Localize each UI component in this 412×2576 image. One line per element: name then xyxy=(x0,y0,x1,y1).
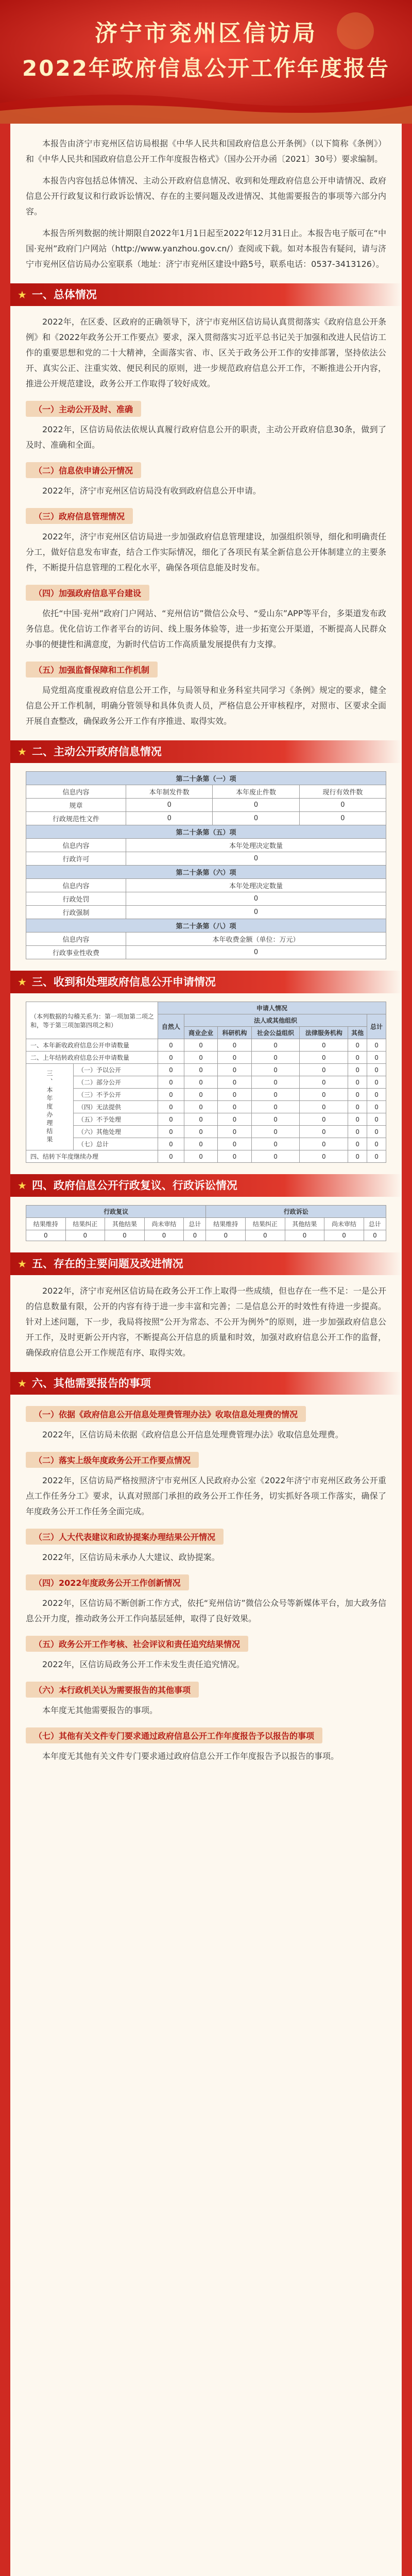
table-row xyxy=(26,1150,386,1163)
paragraph: 2022年，区信访局未依据《政府信息公开信息处理费管理办法》收取信息处理费。 xyxy=(42,1430,344,1439)
table-row xyxy=(26,1089,386,1101)
table-cell: 0 xyxy=(126,906,386,919)
table-cell: 本年制发件数 xyxy=(126,785,213,799)
table-row-label: （六）其他处理 xyxy=(74,1126,158,1138)
table-cell: 0 xyxy=(300,1064,348,1076)
table-row-label: （五）不予处理 xyxy=(74,1113,158,1126)
subheading: （二）信息依申请公开情况 xyxy=(26,462,141,478)
table-header-cell: 其他结果 xyxy=(105,1218,145,1230)
paragraph: 依托“中国·兖州”政府门户网站、“兖州信访”微信公众号、“爱山东”APP等平台，多渠道发布政务信息。优化信访工作者平台的访问、线上服务体验等，进一步拓宽公开渠道，不断提高人民群众办事的便捷性和满意度，为新时代信访工作高质量发展提供有力支撑。 xyxy=(26,608,386,649)
section-title: 一、总体情况 xyxy=(31,289,97,301)
table-cell: 0 xyxy=(364,1230,386,1241)
table-cell: 0 xyxy=(218,1101,251,1113)
table-cell: 0 xyxy=(246,1230,285,1241)
star-icon: ★ xyxy=(18,289,27,301)
subheading: （一）依据《政府信息公开信息处理费管理办法》收取信息处理费的情况 xyxy=(26,1406,306,1422)
table-cell: 0 xyxy=(158,1101,184,1113)
star-icon: ★ xyxy=(18,1258,27,1270)
section-title: 六、其他需要报告的事项 xyxy=(31,1377,151,1389)
table-cell: 0 xyxy=(348,1064,367,1076)
star-icon: ★ xyxy=(18,1377,27,1389)
subheading: （五）政务公开工作考核、社会评议和责任追究结果情况 xyxy=(26,1636,248,1652)
paragraph: 2022年，区信访局政务公开工作未发生责任追究情况。 xyxy=(42,1659,245,1669)
paragraph: 2022年，济宁市兖州区信访局进一步加强政府信息管理建设，加强组织领导，细化和明确责任分工，做好信息发布审查，结合工作实际情况，细化了各项民有某全新信息公开体制建立的主要条件，不断提升信息管理的工程化水平，确保各项信息能及时发布。 xyxy=(26,532,386,572)
subheading: （三）政府信息管理情况 xyxy=(26,508,133,524)
table-header-cell: 总计 xyxy=(184,1218,206,1230)
table-row xyxy=(26,1101,386,1113)
table-row-label: 二、上年结转政府信息公开申请数量 xyxy=(26,1052,158,1064)
table-header-cell: 尚未审结 xyxy=(144,1218,184,1230)
table-cell: 0 xyxy=(300,1089,348,1101)
table-row-label: （一）予以公开 xyxy=(74,1064,158,1076)
table-group-header: 第二十条第（一）项 xyxy=(26,772,386,785)
table-cell: 0 xyxy=(218,1089,251,1101)
section-title: 二、主动公开政府信息情况 xyxy=(31,745,162,758)
table-row xyxy=(26,1076,386,1089)
table-cell: 0 xyxy=(206,1230,246,1241)
table-header-cell: 尚未审结 xyxy=(324,1218,364,1230)
table-cell: 0 xyxy=(300,1126,348,1138)
table-group-header: 第二十条第（六）项 xyxy=(26,866,386,879)
table-group-header: 第二十条第（五）项 xyxy=(26,825,386,839)
table-cell: 0 xyxy=(300,1076,348,1089)
table-cell: 0 xyxy=(158,1089,184,1101)
table-cell: 0 xyxy=(144,1230,184,1241)
table-header-cell: 行政诉讼 xyxy=(206,1206,386,1218)
subheading: （五）加强监督保障和工作机制 xyxy=(26,662,158,677)
table-header-cell: 自然人 xyxy=(158,1014,184,1039)
table-cell: 0 xyxy=(184,1064,217,1076)
table-cell: 0 xyxy=(158,1126,184,1138)
table-cell: 0 xyxy=(251,1126,300,1138)
table-cell: 0 xyxy=(218,1052,251,1064)
subheading: （三）人大代表建议和政协提案办理结果公开情况 xyxy=(26,1529,224,1545)
section-banner-problems xyxy=(10,1252,402,1275)
table-cell: 0 xyxy=(158,1138,184,1150)
table-cell: 本年废止件数 xyxy=(213,785,299,799)
table-cell: 0 xyxy=(126,799,213,812)
table-cell: 0 xyxy=(300,1039,348,1052)
table-row-label: （四）无法提供 xyxy=(74,1101,158,1113)
paragraph: 2022年，在区委、区政府的正确领导下，济宁市兖州区信访局认真贯彻落实《政府信息公开条例》和《2022年政务公开工作要点》要求，深入贯彻落实习近平总书记关于加强和改进人民信访工作的重要思想和党的二十大精神，全面落实省、市、区关于政务公开工作的安排部署，坚持依法公开、真实公正、注重实效、便民利民的原则，进一步规范政府信息公开工作，不断推进公开内容，推进公开规范建设，政务公开工作取得了较好成效。 xyxy=(26,317,386,388)
table-cell: 0 xyxy=(126,946,386,959)
table-cell: 0 xyxy=(251,1064,300,1076)
table-cell: 行政规范性文件 xyxy=(26,812,126,825)
table-row-label: 一、本年新收政府信息公开申请数量 xyxy=(26,1039,158,1052)
table-cell: 0 xyxy=(158,1039,184,1052)
table-cell: 0 xyxy=(348,1126,367,1138)
table-row-label: 四、结转下年度继续办理 xyxy=(26,1150,158,1163)
table-cell: 0 xyxy=(300,1052,348,1064)
table-row xyxy=(26,1230,386,1241)
table-cell: 信息内容 xyxy=(26,879,126,892)
table-header-cell: 结果维持 xyxy=(206,1218,246,1230)
star-icon: ★ xyxy=(18,1179,27,1192)
table-cell: 0 xyxy=(251,1150,300,1163)
applications-table-body xyxy=(26,1039,386,1163)
table-cell: 0 xyxy=(251,1039,300,1052)
table-cell: 0 xyxy=(218,1039,251,1052)
table-cell: 0 xyxy=(348,1101,367,1113)
table-cell: 0 xyxy=(300,1101,348,1113)
table-cell: 0 xyxy=(299,812,386,825)
paragraph: 本年度无其他有关文件专门要求通过政府信息公开工作年度报告予以报告的事项。 xyxy=(42,1751,339,1761)
report-title: 2022年政府信息公开工作年度报告 xyxy=(22,56,390,81)
table-header-cell: 结果纠正 xyxy=(65,1218,105,1230)
table-cell: 0 xyxy=(218,1064,251,1076)
table-cell: 行政事业性收费 xyxy=(26,946,126,959)
table-cell: 规章 xyxy=(26,799,126,812)
report-body xyxy=(10,124,402,2576)
table-cell: 0 xyxy=(367,1113,386,1126)
table-header-cell: 总计 xyxy=(364,1218,386,1230)
table-header-cell: 商业企业 xyxy=(184,1027,217,1039)
table-header-cell: 总计 xyxy=(367,1014,386,1039)
table-group-label: 三、本年度办理结果 xyxy=(26,1064,74,1150)
intro-paragraph: 本报告内容包括总体情况、主动公开政府信息情况、收到和处理政府信息公开申请情况、政府信息公开行政复议和行政诉讼情况、存在的主要问题及改进情况、其他需要报告的事项等六部分内容。 xyxy=(26,176,386,216)
table-cell: 0 xyxy=(300,1113,348,1126)
subheading: （七）其他有关文件专门要求通过政府信息公开工作年度报告予以报告的事项 xyxy=(26,1727,322,1743)
table-cell: 0 xyxy=(367,1076,386,1089)
table-cell: 现行有效件数 xyxy=(299,785,386,799)
paragraph: 2022年，区信访局不断创新工作方式，依托“兖州信访”微信公众号等新媒体平台，加大政务信息公开力度，推动政务公开工作向基层延伸，取得了良好效果。 xyxy=(26,1598,386,1623)
table-cell: 0 xyxy=(184,1076,217,1089)
table-row-label: （三）不予公开 xyxy=(74,1089,158,1101)
table-cell: 0 xyxy=(348,1089,367,1101)
active-disclosure-table xyxy=(26,771,386,959)
table-cell: 0 xyxy=(218,1113,251,1126)
table-row xyxy=(26,1039,386,1052)
paragraph: 2022年，区信访局未承办人大建议、政协提案。 xyxy=(42,1552,220,1562)
table-header-cell: 法人或其他组织 xyxy=(184,1014,367,1027)
table-row xyxy=(26,1113,386,1126)
section-title: 三、收到和处理政府信息公开申请情况 xyxy=(31,976,216,988)
table-cell: 0 xyxy=(213,799,299,812)
section-title: 四、政府信息公开行政复议、行政诉讼情况 xyxy=(31,1179,237,1192)
table-row-label: （七）总计 xyxy=(74,1138,158,1150)
table-cell: 0 xyxy=(158,1076,184,1089)
table-cell: 0 xyxy=(158,1113,184,1126)
table-header-cell: （本列数据的勾稽关系为：第一项加第二项之和，等于第三项加第四项之和） xyxy=(26,1002,158,1039)
header-title: 济宁市兖州区信访局 xyxy=(95,20,317,46)
table-cell: 0 xyxy=(251,1138,300,1150)
table-cell: 本年收费金额（单位：万元） xyxy=(126,933,386,946)
table-cell: 0 xyxy=(300,1150,348,1163)
table-cell: 0 xyxy=(158,1052,184,1064)
table-cell: 0 xyxy=(367,1064,386,1076)
table-cell: 信息内容 xyxy=(26,933,126,946)
table-cell: 0 xyxy=(299,799,386,812)
table-cell: 0 xyxy=(218,1076,251,1089)
table-cell: 行政强制 xyxy=(26,906,126,919)
table-cell: 0 xyxy=(348,1052,367,1064)
paragraph: 2022年，区信访局依法依规认真履行政府信息公开的职责，主动公开政府信息30条，做到了及时、准确和全面。 xyxy=(26,425,386,450)
paragraph: 2022年，济宁市兖州区信访局没有收到政府信息公开申请。 xyxy=(42,486,261,496)
table-cell: 0 xyxy=(213,812,299,825)
table-cell: 0 xyxy=(348,1138,367,1150)
section-banner-active-disclosure xyxy=(10,740,402,763)
table-row-label: （二）部分公开 xyxy=(74,1076,158,1089)
table-cell: 0 xyxy=(367,1138,386,1150)
table-cell: 信息内容 xyxy=(26,839,126,852)
table-header-cell: 其他 xyxy=(348,1027,367,1039)
table-cell: 0 xyxy=(158,1064,184,1076)
table-cell: 0 xyxy=(251,1113,300,1126)
table-header-cell: 法律服务机构 xyxy=(300,1027,348,1039)
table-header-cell: 结果维持 xyxy=(26,1218,66,1230)
review-litigation-table xyxy=(26,1205,386,1241)
table-cell: 0 xyxy=(251,1052,300,1064)
table-cell: 0 xyxy=(367,1150,386,1163)
section-banner-applications xyxy=(10,971,402,993)
table-cell: 0 xyxy=(184,1052,217,1064)
section-title: 五、存在的主要问题及改进情况 xyxy=(31,1258,183,1270)
table-cell: 0 xyxy=(158,1150,184,1163)
star-icon: ★ xyxy=(18,976,27,988)
table-cell: 0 xyxy=(367,1039,386,1052)
table-cell: 0 xyxy=(324,1230,364,1241)
table-cell: 行政处罚 xyxy=(26,892,126,906)
table-cell: 本年处理决定数量 xyxy=(126,879,386,892)
table-cell: 0 xyxy=(367,1126,386,1138)
table-cell: 0 xyxy=(126,812,213,825)
subheading: （二）落实上级年度政务公开工作要点情况 xyxy=(26,1452,199,1468)
table-cell: 0 xyxy=(126,852,386,866)
intro-paragraph: 本报告由济宁市兖州区信访局根据《中华人民共和国政府信息公开条例》（以下简称《条例》）和《中华人民共和国政府信息公开工作年度报告格式》（国办公开办函〔2021〕30号）要求编制。 xyxy=(26,139,386,164)
table-cell: 0 xyxy=(348,1113,367,1126)
applications-table xyxy=(26,1002,386,1163)
intro-paragraph: 本报告所列数据的统计期限自2022年1月1日起至2022年12月31日止。本报告电子版可在“中国·兖州”政府门户网站（http://www.yanzhou.gov.cn/）查阅或下载。如对本报告有疑问，请与济宁市兖州区信访局办公室联系（地址：济宁市兖州区建设中路5号，联系电话：0537-3413126）。 xyxy=(26,228,386,269)
table-cell: 0 xyxy=(348,1039,367,1052)
table-row xyxy=(26,1138,386,1150)
table-cell: 0 xyxy=(285,1230,324,1241)
table-cell: 0 xyxy=(65,1230,105,1241)
table-cell: 0 xyxy=(26,1230,66,1241)
table-cell: 0 xyxy=(218,1126,251,1138)
table-cell: 0 xyxy=(184,1113,217,1126)
table-cell: 0 xyxy=(251,1089,300,1101)
section-banner-overview xyxy=(10,283,402,306)
table-cell: 0 xyxy=(218,1138,251,1150)
table-cell: 0 xyxy=(348,1076,367,1089)
table-cell: 0 xyxy=(367,1101,386,1113)
table-header-cell: 科研机构 xyxy=(218,1027,251,1039)
table-row xyxy=(26,1052,386,1064)
table-group-header: 第二十条第（八）项 xyxy=(26,919,386,933)
table-cell: 0 xyxy=(184,1150,217,1163)
section-banner-review-litigation xyxy=(10,1174,402,1197)
table-header-cell: 行政复议 xyxy=(26,1206,206,1218)
table-cell: 0 xyxy=(367,1052,386,1064)
paragraph: 2022年，济宁市兖州区信访局在政务公开工作上取得一些成绩，但也存在一些不足：一是公开的信息数量有限，公开的内容有待于进一步丰富和完善；二是信息公开的时效性有待进一步提高。针对上述问题，下一步，我局将按照“公开为常态、不公开为例外”的原则，进一步加强政府信息公开工作，及时更新公开内容，不断提高公开信息的质量和时效，加强对政府信息公开工作的监督，确保政府信息公开工作规范有序、取得实效。 xyxy=(26,1286,386,1358)
table-cell: 本年处理决定数量 xyxy=(126,839,386,852)
subheading: （六）本行政机关认为需要报告的其他事项 xyxy=(26,1682,199,1698)
table-cell: 0 xyxy=(184,1089,217,1101)
table-cell: 0 xyxy=(184,1101,217,1113)
table-cell: 0 xyxy=(218,1150,251,1163)
table-header-cell: 申请人情况 xyxy=(158,1002,386,1014)
table-cell: 0 xyxy=(126,892,386,906)
table-cell: 0 xyxy=(251,1101,300,1113)
table-cell: 0 xyxy=(367,1089,386,1101)
table-header-cell: 结果纠正 xyxy=(246,1218,285,1230)
table-cell: 0 xyxy=(184,1039,217,1052)
section-banner-other-matters xyxy=(10,1372,402,1395)
subheading: （一）主动公开及时、准确 xyxy=(26,401,141,417)
table-header-cell: 社会公益组织 xyxy=(251,1027,300,1039)
subheading: （四）加强政府信息平台建设 xyxy=(26,585,149,601)
table-cell: 0 xyxy=(184,1126,217,1138)
paragraph: 2022年，区信访局严格按照济宁市兖州区人民政府办公室《2022年济宁市兖州区政务公开重点工作任务分工》要求，认真对照部门承担的政务公开工作任务，切实抓好各项工作落实，确保了年度政务公开工作任务全面完成。 xyxy=(26,1476,386,1516)
report-header xyxy=(0,0,412,124)
table-cell: 0 xyxy=(184,1230,206,1241)
paragraph: 局党组高度重视政府信息公开工作，与局领导和业务科室共同学习《条例》规定的要求，健全信息公开工作机制，明确分管领导和具体负责人员，严格信息公开审核程序，对照市、区要求全面开展自查整改，确保政务公开工作有序推进、取得实效。 xyxy=(26,685,386,726)
table-cell: 0 xyxy=(348,1150,367,1163)
table-cell: 0 xyxy=(251,1076,300,1089)
table-cell: 0 xyxy=(184,1138,217,1150)
star-icon: ★ xyxy=(18,745,27,758)
table-cell: 信息内容 xyxy=(26,785,126,799)
subheading: （四）2022年度政务公开工作创新情况 xyxy=(26,1574,189,1590)
table-cell: 0 xyxy=(300,1138,348,1150)
table-row xyxy=(26,1064,386,1076)
table-row xyxy=(26,1126,386,1138)
paragraph: 本年度无其他需要报告的事项。 xyxy=(42,1705,158,1715)
table-cell: 行政许可 xyxy=(26,852,126,866)
table-cell: 0 xyxy=(105,1230,145,1241)
table-header-cell: 其他结果 xyxy=(285,1218,324,1230)
